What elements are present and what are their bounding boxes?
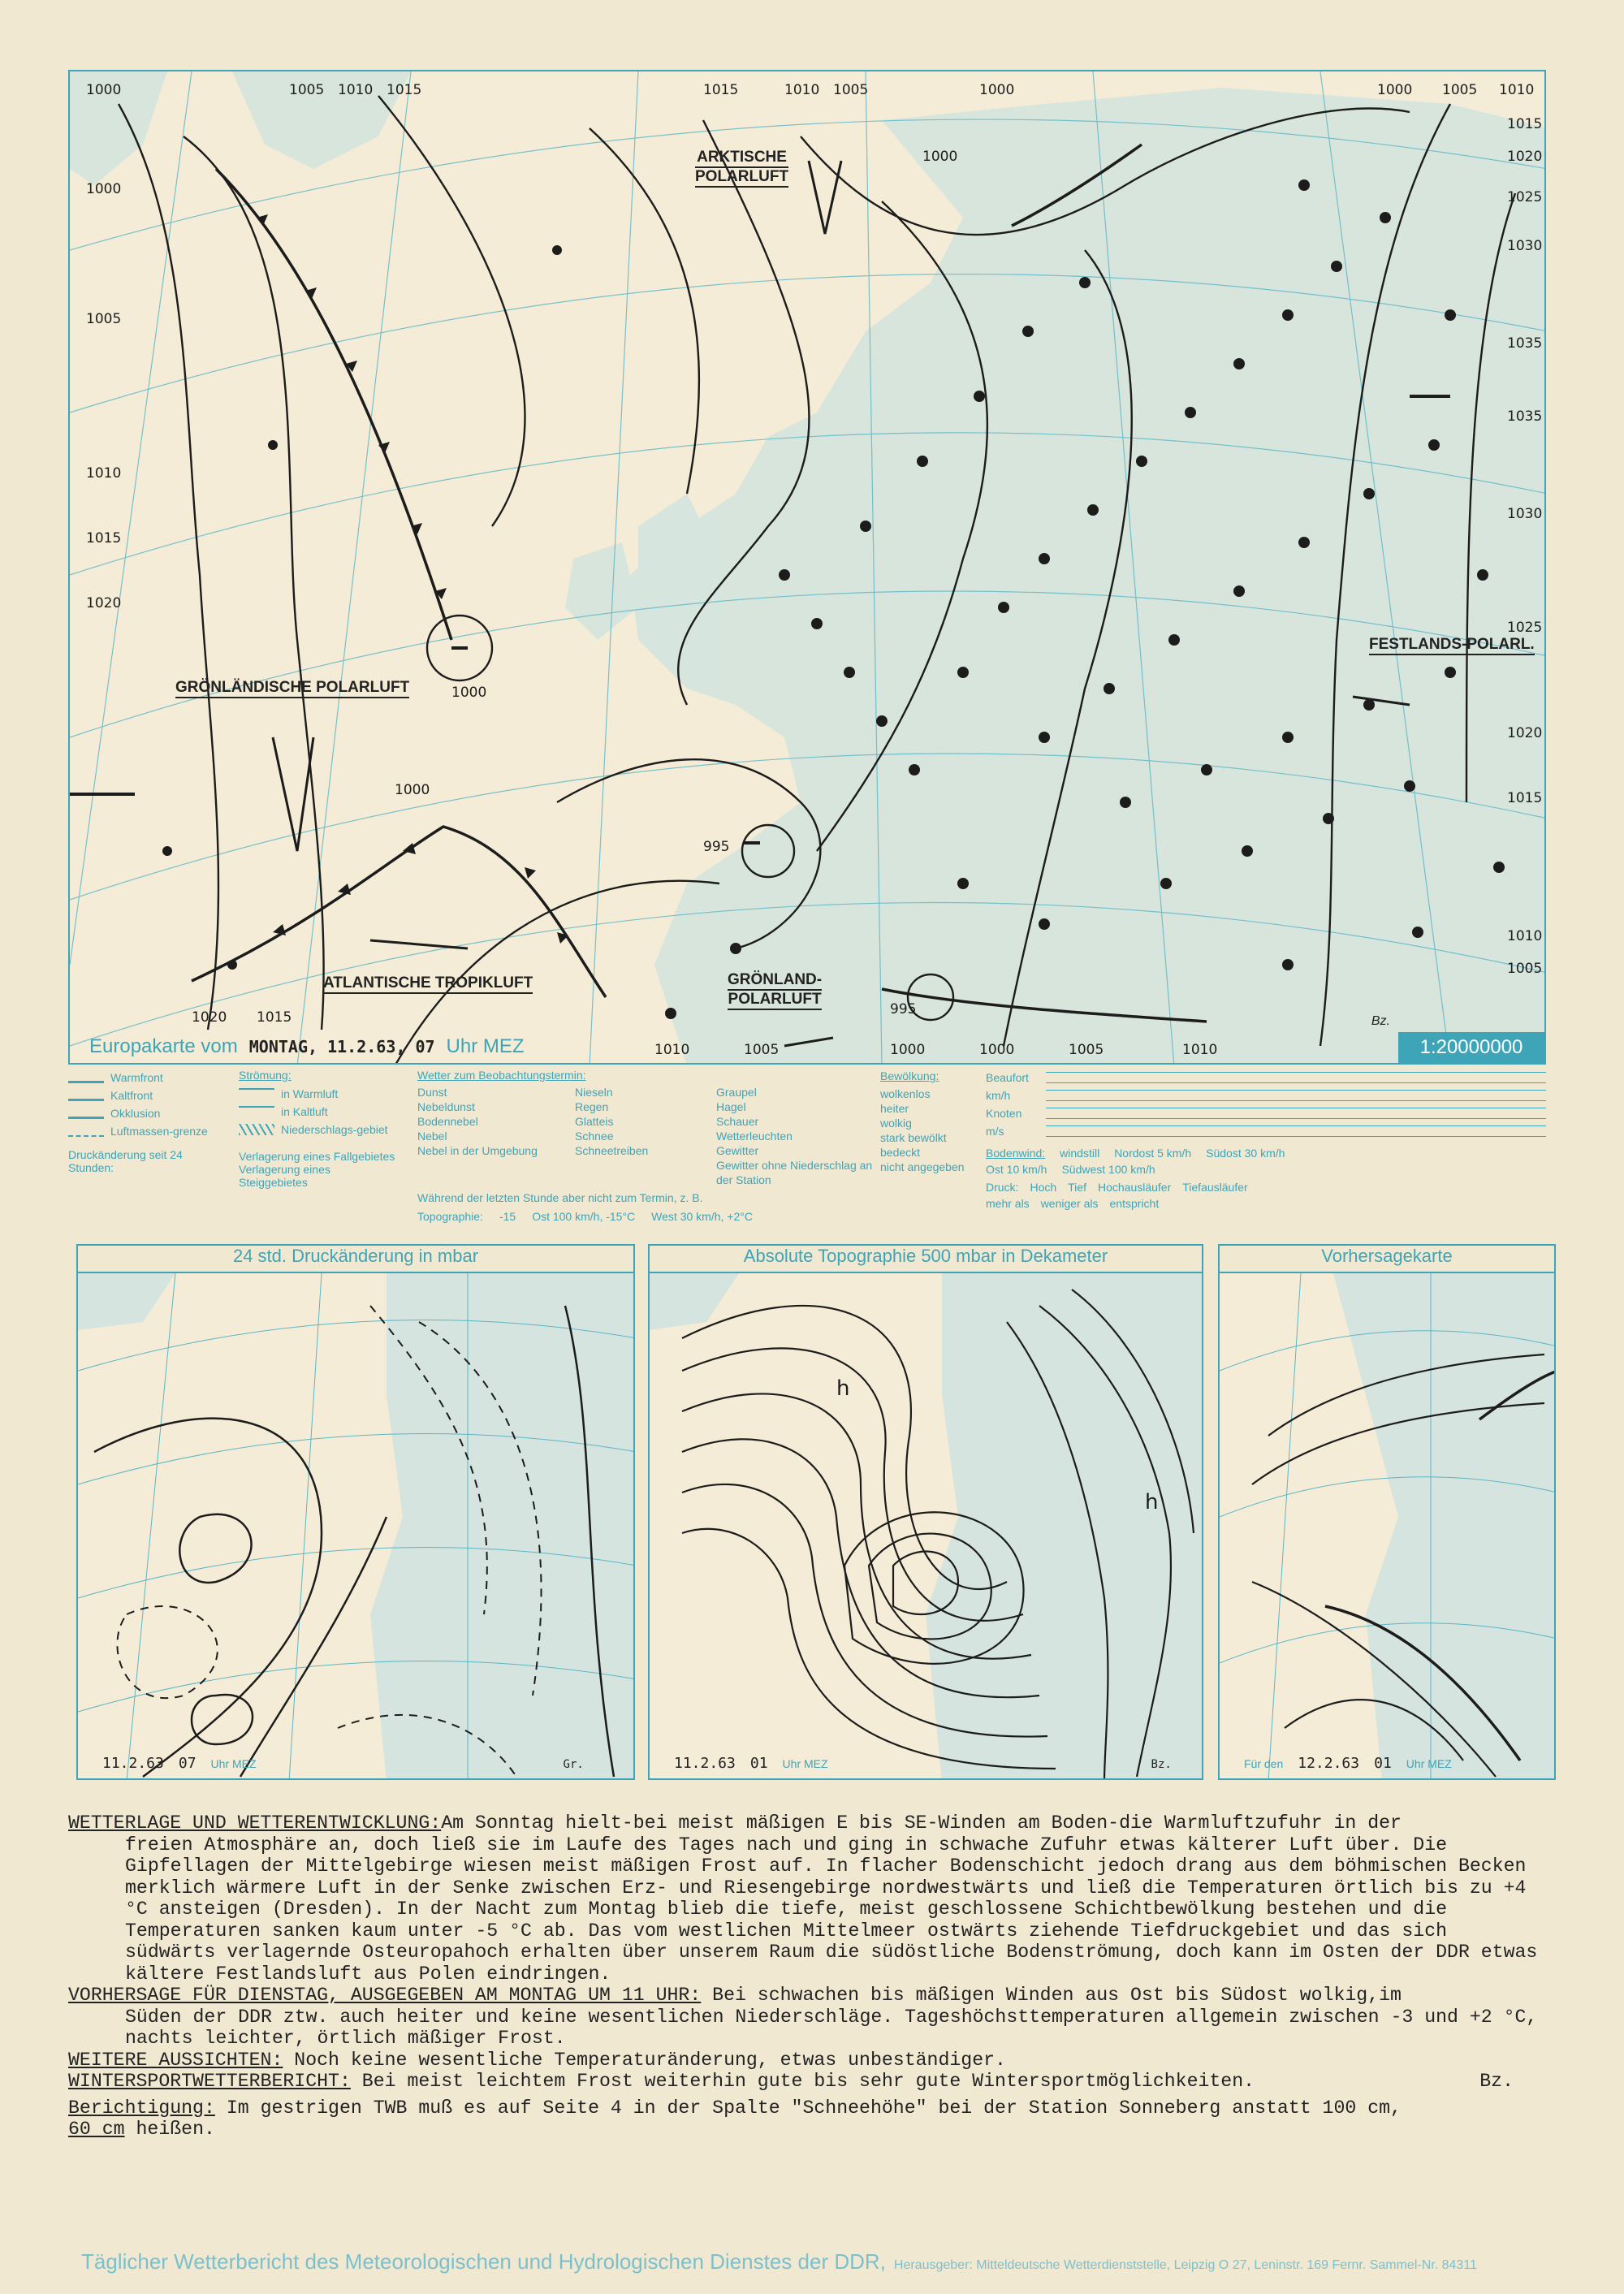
legend-item [68,1087,222,1104]
isobar-label: 1005 [1442,82,1478,98]
legend-title: Bewölkung: [880,1069,939,1082]
wetterlage-heading: WETTERLAGE UND WETTERENTWICKLUNG: [68,1812,442,1834]
isobar-label: 1005 [1069,1042,1104,1058]
small-map-time: 07 [178,1755,197,1772]
isobar-label: 1010 [1499,82,1535,98]
europe-weather-map [68,70,1546,1065]
legend-label: Topographie: [417,1210,483,1223]
legend-label: Bodennebel [417,1115,478,1128]
small-map-signature: Gr. [563,1758,584,1771]
legend-label: Schnee [575,1130,614,1143]
aussichten-paragraph [68,2050,1546,2072]
legend-label: Südwest 100 km/h [1061,1163,1155,1176]
beaufort-row [986,1104,1546,1122]
isobar-label: 1020 [1507,725,1543,741]
beaufort-scale [1046,1108,1546,1119]
isobar-label: 1000 [890,1042,926,1058]
winter-paragraph [68,2071,1546,2093]
legend-item [68,1122,222,1140]
legend-label: weniger als [1040,1197,1099,1210]
legend-topography [417,1210,888,1223]
isobar-label: 1000 [86,82,122,98]
small-map-stamp [674,1755,1172,1772]
isobar-label: 1010 [86,465,122,482]
isobar-label: 1015 [387,82,422,98]
airmass-label-atlantic [323,974,533,994]
small-map-title: Vorhersagekarte [1220,1246,1554,1273]
legend-druck [986,1181,1546,1194]
footer-publisher: Herausgeber: Mitteldeutsche Wetterdienststelle, Leipzig O 27, Leninstr. 169 Fernr. Sammel-Nr. 84311 [893,2258,1477,2272]
small-map-time: 01 [749,1755,768,1772]
isobar-label: 1030 [1507,238,1543,254]
legend-item [68,1104,222,1122]
isobar-label: 1005 [86,311,122,327]
legend-label: Südost 30 km/h [1206,1147,1285,1160]
legend-shift-falling: Verlagerung eines Fallgebietes [239,1150,395,1163]
isobar-label: 1035 [1507,408,1543,425]
aussichten-text: Noch keine wesentliche Temperaturänderung, etwas unbeständiger. [283,2049,1006,2071]
airmass-label-line: GRÖNLAND- [728,971,822,991]
small-map-unit: Uhr MEZ [210,1757,257,1770]
isobar-label: 1005 [833,82,869,98]
isobar-label: 1015 [703,82,739,98]
legend-label: Nebeldunst [417,1100,475,1113]
weather-report-text [68,1812,1546,2141]
beaufort-scale [1046,1125,1546,1137]
berichtigung-heading: Berichtigung: [68,2097,215,2119]
landmass [70,71,1546,1065]
wetterlage-first-line: Am Sonntag hielt-bei meist mäßigen E bis SE-Winden am Boden-die Warmluftzufuhr in der [441,1812,1402,1834]
isobar-label: 1000 [1377,82,1413,98]
isobar-label: 1000 [451,685,487,701]
berichtigung-value: 60 cm [68,2119,125,2140]
vorhersage-paragraph [68,1985,1546,2050]
legend-label: bedeckt [880,1146,921,1159]
isobar-label: 1000 [395,782,430,798]
airmass-label-arctic [695,149,788,188]
legend-label: Tiefausläufer [1182,1181,1248,1194]
small-map-topography [648,1244,1203,1780]
legend-label: Knoten [986,1107,1022,1120]
legend-label: km/h [986,1089,1011,1102]
isobar-label: 1015 [257,1009,292,1026]
legend-label: Schauer [716,1115,759,1128]
legend-wetter-col-b [575,1085,697,1187]
small-map-stamp [102,1755,584,1772]
legend-label: Hagel [716,1100,746,1113]
airmass-label-continental [1369,636,1535,655]
legend-label: in Warmluft [281,1087,339,1100]
berichtigung-end: heißen. [124,2119,215,2140]
isobar-label: 1010 [1507,928,1543,944]
isobar-label: 1005 [1507,961,1543,977]
isobar-label: 1025 [1507,620,1543,636]
legend-title: Druck: [986,1181,1019,1194]
map-legend [68,1069,1546,1247]
legend-stroemung [239,1069,401,1189]
legend-label: mehr als [986,1197,1030,1210]
small-map-pressure-change [76,1244,635,1780]
warm-flow-arrow-icon [239,1088,274,1099]
legend-wetter-note: Während der letzten Stunde aber nicht zum Termin, z. B. [417,1191,703,1204]
small-map-time: 01 [1374,1755,1392,1772]
aussichten-heading: WEITERE AUSSICHTEN: [68,2049,283,2071]
small-map-forecast [1218,1244,1556,1780]
legend-beaufort [986,1069,1546,1210]
isobar-label: 1015 [1507,790,1543,806]
legend-item [239,1103,401,1121]
airmass-label-line: ARKTISCHE [695,149,788,168]
legend-bodenwind [986,1147,1546,1160]
legend-label: Niederschlags-gebiet [281,1123,388,1136]
legend-bodenwind-2 [986,1163,1546,1176]
warmfront-icon [68,1072,104,1083]
isobar-label: 1000 [922,149,958,165]
small-map-prefix: Für den [1244,1757,1284,1770]
isobar-label: 1010 [1182,1042,1218,1058]
legend-fronts [68,1069,222,1174]
map-caption-unit: Uhr MEZ [446,1035,525,1057]
legend-wetter-col-c [716,1085,879,1187]
legend-title: Wetter zum Beobachtungstermin: [417,1069,586,1082]
isobar-label: 1010 [338,82,374,98]
vorhersage-first-line: Bei schwachen bis mäßigen Winden aus Ost bis Südost wolkig,im [701,1985,1402,2006]
small-map-signature: Bz. [1151,1758,1172,1771]
isobar-label: 1020 [1507,149,1543,165]
berichtigung-text: Im gestrigen TWB muß es auf Seite 4 in der Spalte "Schneehöhe" bei der Station Sonneberg anstatt 100 cm, [214,2097,1402,2119]
airmass-boundary-icon [68,1125,104,1137]
small-map-unit: Uhr MEZ [782,1757,828,1770]
isobar-label: 995 [703,839,730,855]
map-caption [89,1035,525,1058]
isobar-label: 1015 [86,530,122,546]
legend-label: Nebel in der Umgebung [417,1144,538,1157]
front-symbols [257,214,568,944]
occlusion-icon [68,1108,104,1119]
vorhersage-body: Süden der DDR ztw. auch heiter und keine wesentlichen Niederschläge. Tageshöchsttemperaturen allgemein zwischen -3 und +2 °C, nachts leichter, örtlich mäßiger Frost. [125,2006,1538,2049]
legend-item [68,1069,222,1087]
map-caption-label: Europakarte vom [89,1035,238,1057]
small-map-title: 24 std. Druckänderung in mbar [78,1246,633,1273]
airmass-label-line: POLARLUFT [728,991,822,1010]
isobar-label: 1035 [1507,335,1543,352]
beaufort-row [986,1122,1546,1140]
legend-label: Nordost 5 km/h [1114,1147,1192,1160]
legend-wetter [417,1069,888,1223]
isobar-label: 1005 [289,82,325,98]
precipitation-area-icon [239,1124,274,1135]
map-signature: Bz. [1371,1014,1390,1028]
pressure-change-drawing [78,1273,635,1780]
legend-label: heiter [880,1102,909,1115]
legend-label: Wetterleuchten [716,1130,793,1143]
beaufort-scale [1046,1090,1546,1101]
high-marker: h [836,1376,850,1401]
legend-label: Ost 10 km/h [986,1163,1047,1176]
berichtigung-paragraph [68,2097,1546,2141]
legend-label: windstill [1060,1147,1100,1160]
legend-label: Nieseln [575,1086,613,1099]
legend-wetter-columns [417,1085,888,1187]
small-map-date: 12.2.63 [1298,1755,1360,1772]
winter-signature: Bz. [1479,2071,1514,2092]
isobar-label: 995 [890,1001,917,1017]
cold-flow-arrow-icon [239,1106,274,1117]
legend-label: in Kaltluft [281,1105,328,1118]
legend-label: Gewitter ohne Niederschlag an der Station [716,1159,873,1186]
airmass-label-line: POLARLUFT [695,168,788,188]
legend-label: West 30 km/h, +2°C [651,1210,753,1223]
legend-label: stark bewölkt [880,1131,947,1144]
isobar-label: 1005 [744,1042,780,1058]
publisher-footer [81,2249,1543,2275]
isobar-label: 1000 [86,181,122,197]
landmass [650,1273,1203,1780]
legend-label: wolkig [880,1117,912,1130]
map-caption-date: MONTAG, 11.2.63, 07 [248,1037,435,1056]
beaufort-row [986,1069,1546,1087]
legend-label: Glatteis [575,1115,614,1128]
legend-label: Okklusion [110,1107,161,1120]
isobar-label: 1015 [1507,116,1543,132]
legend-wetter-col-a [417,1085,555,1187]
airmass-label-line: FESTLANDS-POLARL. [1369,636,1535,655]
airmass-label-line: GRÖNLÄNDISCHE POLARLUFT [175,679,409,698]
legend-druck-2 [986,1197,1546,1210]
legend-label: Schneetreiben [575,1144,649,1157]
legend-label: Tief [1068,1181,1086,1194]
airmass-label-greenland [175,679,409,698]
legend-label: Dunst [417,1086,447,1099]
forecast-drawing [1220,1273,1556,1780]
isobar-label: 1010 [784,82,820,98]
legend-item [239,1121,401,1138]
legend-label: m/s [986,1125,1004,1138]
airmass-label-line: ATLANTISCHE TROPIKLUFT [323,974,533,994]
small-map-title: Absolute Topographie 500 mbar in Dekameter [650,1246,1202,1273]
wetterlage-paragraph [68,1812,1546,1985]
small-map-date: 11.2.63 [674,1755,736,1772]
topography-drawing [650,1273,1203,1780]
winter-text: Bei meist leichtem Frost weiterhin gute bis sehr gute Wintersportmöglichkeiten. [350,2071,1255,2092]
legend-label: Hochausläufer [1097,1181,1172,1194]
legend-label: -15 [499,1210,516,1223]
isobar-label: 1020 [86,595,122,611]
coldfront-icon [68,1090,104,1101]
vorhersage-heading: VORHERSAGE FÜR DIENSTAG, AUSGEGEBEN AM MONTAG UM 11 UHR: [68,1985,702,2006]
legend-bewoelkung [880,1069,986,1174]
legend-label: entspricht [1109,1197,1160,1210]
legend-title: Strömung: [239,1069,292,1082]
legend-pressure-change: Druckänderung seit 24 Stunden: [68,1148,183,1174]
legend-label: Kaltfront [110,1089,153,1102]
isobar-label: 1025 [1507,189,1543,205]
isobar-label: 1000 [979,1042,1015,1058]
legend-label: Ost 100 km/h, -15°C [532,1210,636,1223]
legend-label: Beaufort [986,1071,1029,1084]
small-map-date: 11.2.63 [102,1755,164,1772]
legend-label: nicht angegeben [880,1160,965,1173]
isobar-label: 1010 [654,1042,690,1058]
footer-title: Täglicher Wetterbericht des Meteorologischen und Hydrologischen Dienstes der DDR, [81,2249,886,2274]
airmass-label-greenland-2 [728,971,822,1010]
legend-shift-rising: Verlagerung eines Steiggebietes [239,1163,330,1189]
legend-label: Gewitter [716,1144,759,1157]
small-map-unit: Uhr MEZ [1406,1757,1452,1770]
beaufort-scale [1046,1072,1546,1083]
map-drawing [70,71,1546,1065]
landmass [1333,1273,1556,1780]
isobar-label: 1000 [979,82,1015,98]
isobar-label: 1020 [192,1009,227,1026]
legend-label: Hoch [1030,1181,1057,1194]
legend-label: Warmfront [110,1071,163,1084]
high-marker: h [1145,1490,1159,1514]
small-map-stamp [1244,1755,1452,1772]
legend-label: Nebel [417,1130,447,1143]
legend-label: wolkenlos [880,1087,931,1100]
wetterlage-body: freien Atmosphäre an, doch ließ sie im Laufe des Tages nach und ging in schwache Zufuhr etwas kälterer Luft über. Die Gipfellagen der Mittelgebirge wiesen meist mäßigen Frost auf. In flacher Bodenschicht jedoch drang aus dem böhmischen Becken merklich wärmere Luft in der Senke zwischen Erz- und Riesengebirge nordwestwärts und ließ die Temperaturen örtlich bis zu +4 °C ansteigen (Dresden). In der Nacht zum Montag blieb die tiefe, meist geschlossene Schichtbewölkung bestehen und die Temperaturen sanken kaum unter -5 °C ab. Das vom westlichen Mittelmeer ostwärts ziehende Tiefdruckgebiet und das sich südwärts verlagernde Osteuropahoch erhalten über unserem Raum die südöstliche Bodenströmung, doch kann im Osten der DDR etwas kältere Festlandsluft aus Polen eindringen. [125,1834,1538,1985]
legend-item [239,1085,401,1103]
legend-title: Bodenwind: [986,1147,1046,1160]
legend-label: Luftmassen-grenze [110,1125,208,1138]
map-scale: 1:20000000 [1398,1032,1544,1063]
winter-heading: WINTERSPORTWETTERBERICHT: [68,2071,351,2092]
isobar-label: 1030 [1507,506,1543,522]
beaufort-row [986,1087,1546,1104]
legend-label: Graupel [716,1086,757,1099]
legend-label: Regen [575,1100,609,1113]
